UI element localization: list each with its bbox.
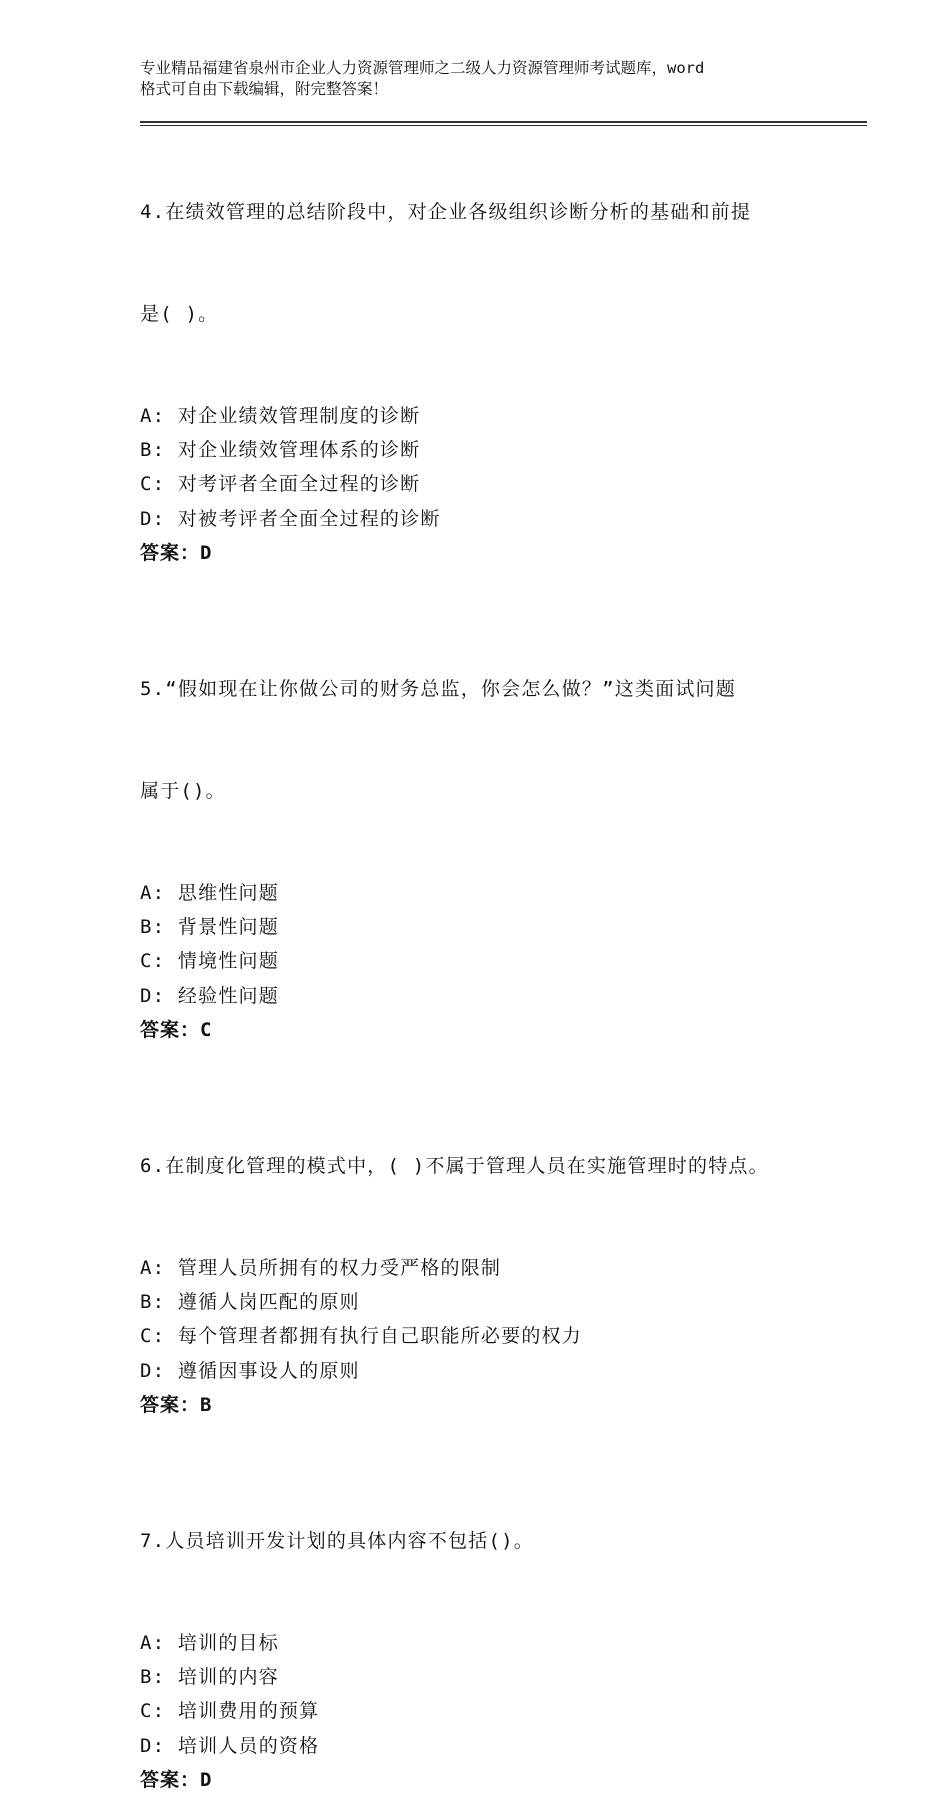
option-d: D: 经验性问题	[140, 984, 279, 1007]
question-spacer	[140, 1047, 860, 1081]
answer-label: 答案：B	[140, 1393, 213, 1416]
question-stem-line-2: 属于()。	[140, 780, 226, 803]
question-stem	[140, 127, 860, 399]
option-a: A: 思维性问题	[140, 882, 279, 905]
question-4	[140, 127, 860, 570]
header-divider-thick	[140, 121, 867, 123]
question-stem-line-1: 4.在绩效管理的总结阶段中，对企业各级组织诊断分析的基础和前提	[140, 201, 752, 223]
option-c: C: 情境性问题	[140, 950, 279, 973]
header-line-2: 格式可自由下载编辑，附完整答案！	[140, 80, 389, 98]
option-b: B: 对企业绩效管理体系的诊断	[140, 439, 421, 462]
question-list	[140, 127, 860, 1797]
option-b: B: 培训的内容	[140, 1666, 279, 1689]
question-stem	[140, 604, 860, 876]
answer-label: 答案：D	[140, 1768, 213, 1791]
question-spacer	[140, 1422, 860, 1456]
option-b: B: 背景性问题	[140, 916, 279, 939]
option-a: A: 管理人员所拥有的权力受严格的限制	[140, 1257, 502, 1280]
option-c: C: 对考评者全面全过程的诊断	[140, 473, 421, 496]
question-stem-line-1: 6.在制度化管理的模式中，( )不属于管理人员在实施管理时的特点。	[140, 1155, 769, 1178]
option-a: A: 培训的目标	[140, 1632, 279, 1655]
question-stem-line-2: 是( )。	[140, 303, 219, 325]
question-stem-line-1: 7.人员培训开发计划的具体内容不包括()。	[140, 1530, 534, 1553]
option-c: C: 培训费用的预算	[140, 1700, 320, 1723]
header-divider-thin	[140, 125, 867, 126]
option-b: B: 遵循人岗匹配的原则	[140, 1291, 360, 1314]
question-spacer	[140, 570, 860, 604]
question-7	[140, 1456, 860, 1797]
option-d: D: 遵循因事设人的原则	[140, 1359, 360, 1382]
option-d: D: 培训人员的资格	[140, 1734, 320, 1757]
header-line-1: 专业精品福建省泉州市企业人力资源管理师之二级人力资源管理师考试题库，word	[140, 59, 705, 77]
option-c: C: 每个管理者都拥有执行自己职能所必要的权力	[140, 1325, 582, 1348]
option-a: A: 对企业绩效管理制度的诊断	[140, 405, 421, 427]
question-stem	[140, 1081, 860, 1251]
option-d: D: 对被考评者全面全过程的诊断	[140, 507, 441, 530]
question-6	[140, 1081, 860, 1422]
question-stem	[140, 1456, 860, 1626]
answer-label: 答案：C	[140, 1018, 213, 1041]
question-5	[140, 604, 860, 1047]
answer-label: 答案：D	[140, 541, 213, 564]
question-stem-line-1: 5.“假如现在让你做公司的财务总监，你会怎么做？”这类面试问题	[140, 678, 736, 701]
document-header	[140, 58, 830, 100]
